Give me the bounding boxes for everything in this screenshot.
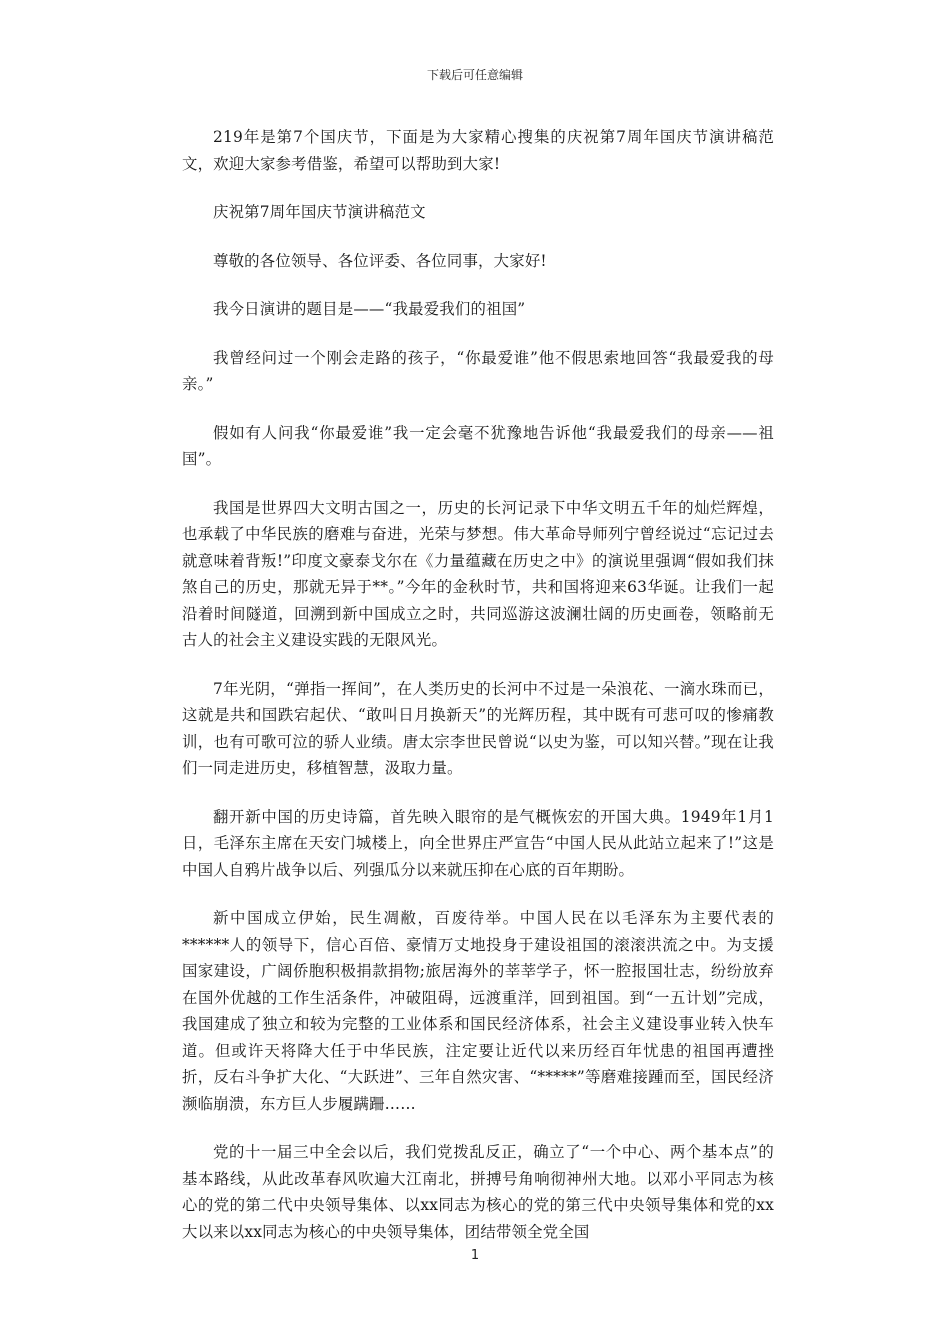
paragraph-early-years: 新中国成立伊始，民生凋敝，百废待举。中国人民在以毛泽东为主要代表的******人的领导下，信心百倍、豪情万丈地投身于建设祖国的滚滚洪流之中。为支援国家建设，广阔侨胞积极捐款捐物;旅居海外的莘莘学子，怀一腔报国壮志，纷纷放弃在国外优越的工作生活条件，冲破阻碍，远渡重洋，回到祖国。到“一五计划”完成，我国建成了独立和较为完整的工业体系和国民经济体系，社会主义建设事业转入快车道。但或许天将降大任于中华民族，注定要让近代以来历经百年忧患的祖国再遭挫折，反右斗争扩大化、“大跃进”、三年自然灾害、“*****”等磨难接踵而至，国民经济濒临崩溃，东方巨人步履蹒跚…… xyxy=(182,909,774,1113)
paragraph-intro: 219年是第7个国庆节，下面是为大家精心搜集的庆祝第7周年国庆节演讲稿范文，欢迎大家参考借鉴，希望可以帮助到大家! xyxy=(182,128,774,173)
paragraph-child-question: 我曾经问过一个刚会走路的孩子，“你最爱谁”他不假思索地回答“我最爱我的母亲。” xyxy=(182,348,774,393)
paragraph-reform: 党的十一届三中全会以后，我们党拨乱反正，确立了“一个中心、两个基本点”的基本路线，从此改革春风吹遍大江南北，拼搏号角响彻神州大地。以邓小平同志为核心的党的第二代中央领导集体、以xx同志为核心的党的第三代中央领导集体和党的xx大以来以xx同志为核心的中央领导集体，团结带领全党全国 xyxy=(182,1143,774,1241)
paragraph-greeting: 尊敬的各位领导、各位评委、各位同事，大家好! xyxy=(213,251,547,270)
page-number: 1 xyxy=(470,1248,480,1263)
paragraph-founding: 翻开新中国的历史诗篇，首先映入眼帘的是气概恢宏的开国大典。1949年1月1日，毛泽东主席在天安门城楼上，向全世界庄严宣告“中国人民从此站立起来了!”这是中国人自鸦片战争以后、列强瓜分以来就压抑在心底的百年期盼。 xyxy=(182,807,774,879)
paragraph-topic: 我今日演讲的题目是——“我最爱我们的祖国” xyxy=(213,300,526,318)
paragraph-my-answer: 假如有人问我“你最爱谁”我一定会毫不犹豫地告诉他“我最爱我们的母亲——祖国”。 xyxy=(182,423,774,468)
paragraph-seventy-years: 7年光阴，“弹指一挥间”，在人类历史的长河中不过是一朵浪花、一滴水珠而已，这就是共和国跌宕起伏、“敢叫日月换新天”的光辉历程，其中既有可悲可叹的惨痛教训，也有可歌可泣的骄人业绩。唐太宗李世民曾说“以史为鉴，可以知兴替。”现在让我们一同走进历史，移植智慧，汲取力量。 xyxy=(182,679,774,777)
paragraph-title: 庆祝第7周年国庆节演讲稿范文 xyxy=(213,203,426,221)
page-header: 下载后可任意编辑 xyxy=(426,68,523,82)
document-body xyxy=(182,124,774,1267)
paragraph-history: 我国是世界四大文明古国之一，历史的长河记录下中华文明五千年的灿烂辉煌，也承载了中华民族的磨难与奋进，光荣与梦想。伟大革命导师列宁曾经说过“忘记过去就意味着背叛!”印度文豪泰戈尔在《力量蕴藏在历史之中》的演说里强调“假如我们抹煞自己的历史，那就无异于**。”今年的金秋时节，共和国将迎来63华诞。让我们一起沿着时间隧道，回溯到新中国成立之时，共同巡游这波澜壮阔的历史画卷，领略前无古人的社会主义建设实践的无限风光。 xyxy=(182,498,774,649)
